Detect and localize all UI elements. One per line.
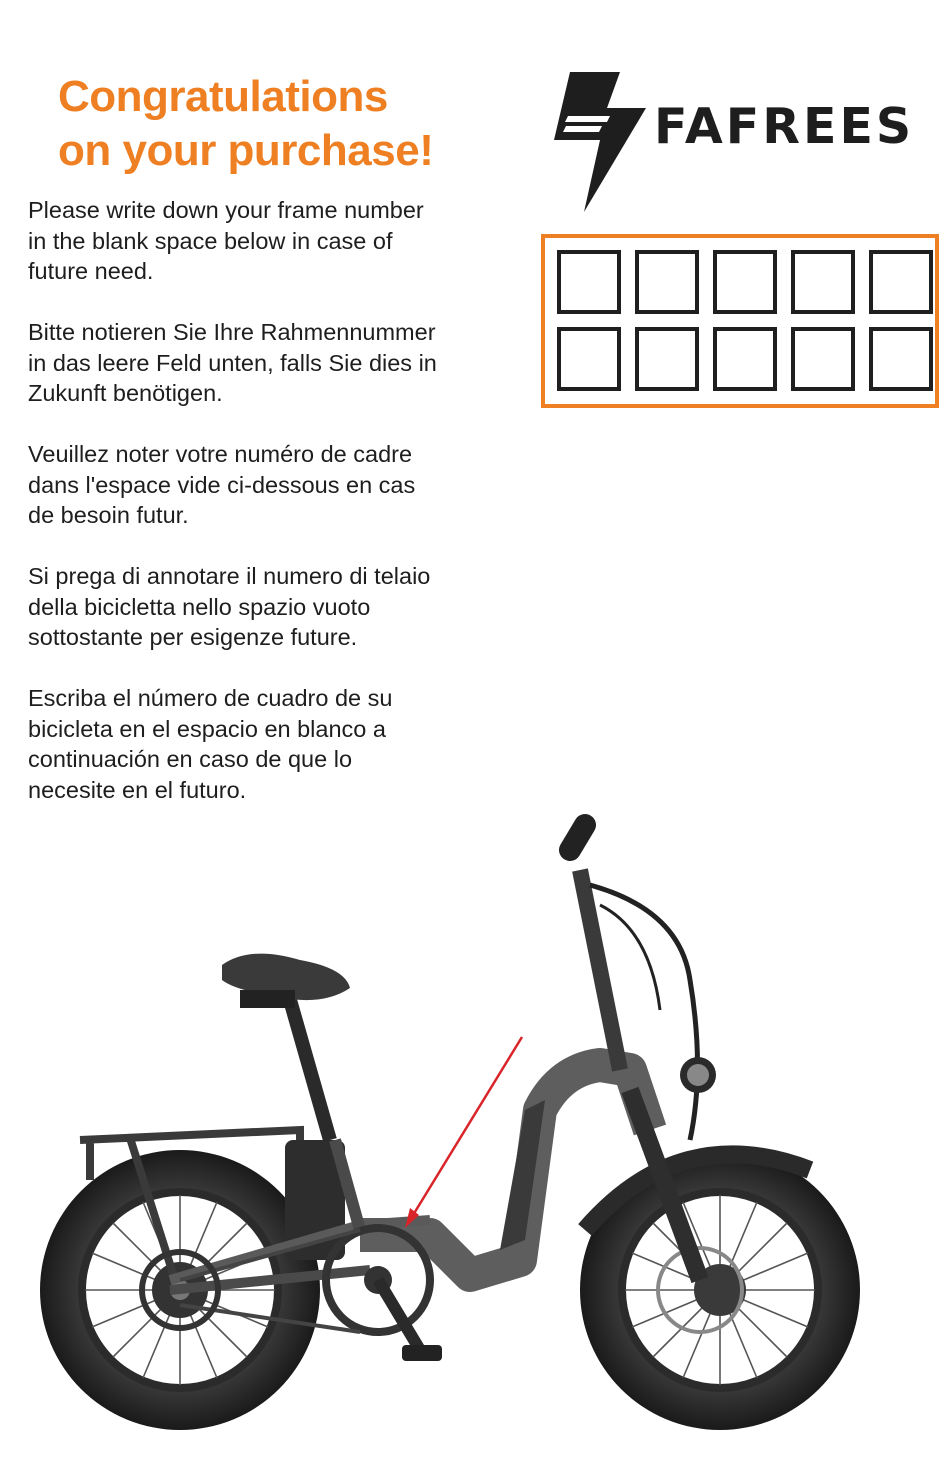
- instruction-en: Please write down your frame number in the blank space below in case of future need.: [28, 197, 424, 284]
- frame-number-cell[interactable]: [557, 250, 621, 314]
- frame-number-cell[interactable]: [869, 327, 933, 391]
- frame-number-cell[interactable]: [713, 250, 777, 314]
- brand-name: FAFREES: [654, 98, 915, 155]
- instruction-es: Escriba el número de cuadro de su bicicleta en el espacio en blanco a continuación en caso de que lo necesite en el futuro.: [28, 685, 393, 803]
- frame-number-cell[interactable]: [791, 250, 855, 314]
- instruction-it: Si prega di annotare il numero di telaio della bicicletta nello spazio vuoto sottostante per esigenze future.: [28, 563, 431, 650]
- instruction-fr: Veuillez noter votre numéro de cadre dans l'espace vide ci-dessous en cas de besoin futur.: [28, 441, 416, 528]
- title-line-1: Congratulations: [58, 72, 388, 121]
- frame-number-cell[interactable]: [635, 250, 699, 314]
- frame-number-cell[interactable]: [635, 327, 699, 391]
- frame-number-cell[interactable]: [713, 327, 777, 391]
- instruction-de: Bitte notieren Sie Ihre Rahmennummer in das leere Feld unten, falls Sie dies in Zukunft benötigen.: [28, 319, 437, 406]
- page-title: [58, 70, 433, 178]
- frame-number-cell[interactable]: [869, 250, 933, 314]
- e-bike-illustration: [0, 810, 950, 1466]
- frame-number-arrow-icon: [405, 1037, 522, 1228]
- frame-number-cell[interactable]: [791, 327, 855, 391]
- frame-number-box[interactable]: [541, 234, 939, 408]
- instructions: [28, 195, 528, 836]
- frame-number-cell[interactable]: [557, 327, 621, 391]
- title-line-2: on your purchase!: [58, 126, 434, 175]
